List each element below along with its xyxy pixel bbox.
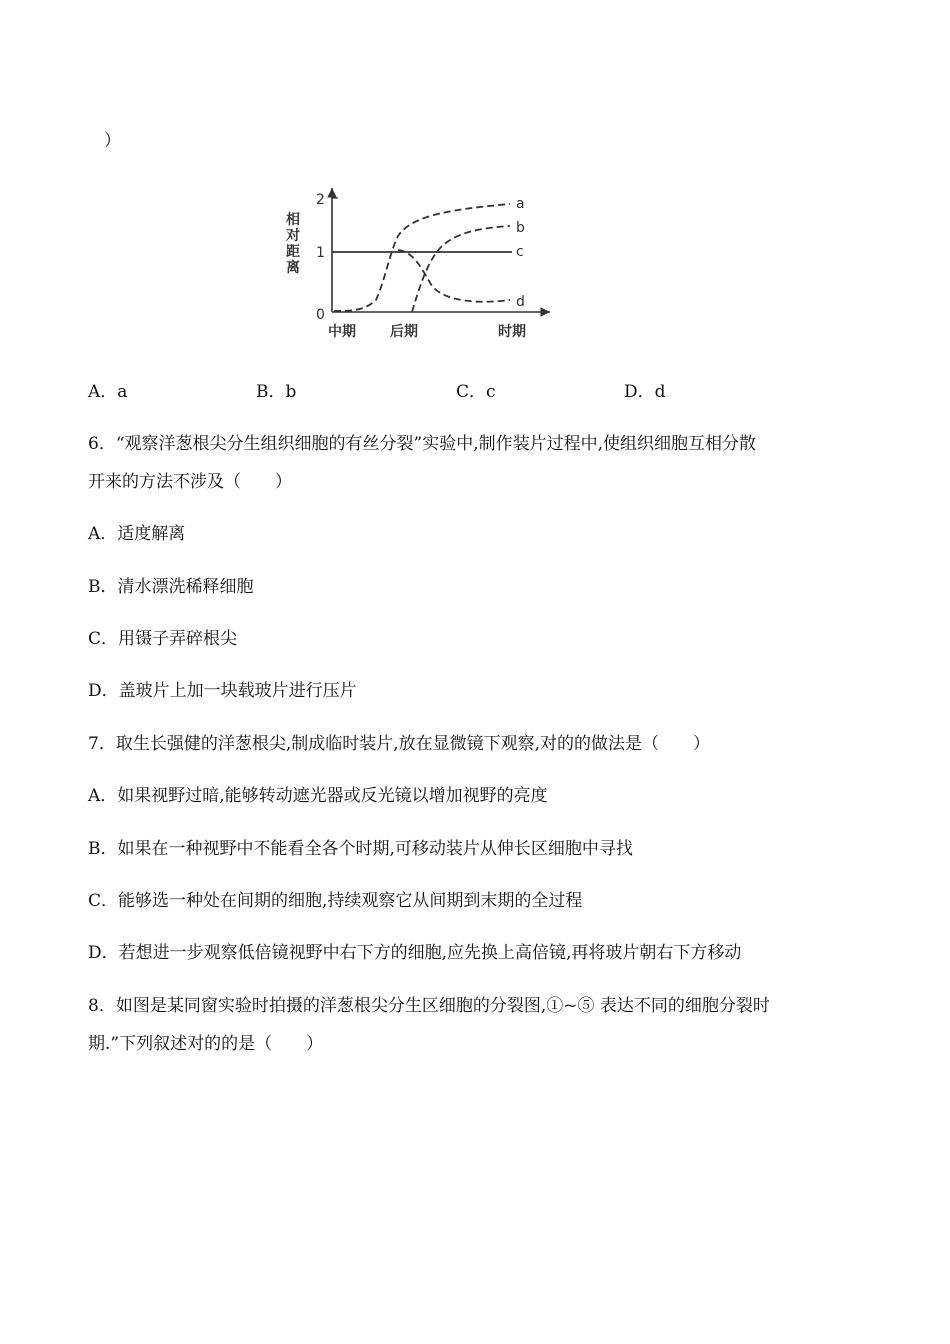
q8-stem-line1: 8．如图是某同窗实验时拍摄的洋葱根尖分生区细胞的分裂图,①~⑤ 表达不同的细胞分裂时 [88,996,770,1016]
x-label-metaphase: 中期 [328,324,356,340]
q6-option-c: C．用镊子弄碎根尖 [88,629,238,649]
q7-option-a: A．如果视野过暗,能够转动遮光器或反光镜以增加视野的亮度 [88,786,548,806]
q6-option-d: D．盖玻片上加一块载玻片进行压片 [88,681,357,701]
q6-option-b: B．清水漂洗稀释细胞 [88,577,254,597]
curve-label-b: b [516,220,525,236]
curve-label-a: a [516,196,525,212]
q7-stem: 7．取生长强健的洋葱根尖,制成临时装片,放在显微镜下观察,对的的做法是（ ） [88,734,711,754]
q6-stem-line1: 6．“观察洋葱根尖分生组织细胞的有丝分裂”实验中,制作装片过程中,使组织细胞互相分散 [88,434,757,454]
q5-option-b: B．b [256,382,297,402]
q7-option-c: C．能够选一种处在间期的细胞,持续观察它从间期到末期的全过程 [88,891,583,911]
q5-option-d: D．d [624,382,666,402]
y-tick-0: 0 [316,307,325,323]
y-tick-2: 2 [316,192,325,208]
q6-option-a: A．适度解离 [88,524,186,544]
curve-label-c: c [516,244,524,260]
y-axis-label-char: 相 [286,212,300,228]
curve-a [334,204,510,311]
q5-option-c: C．c [456,382,496,402]
q6-stem-line2: 开来的方法不涉及（ ） [88,472,292,492]
y-axis-label-char: 离 [286,260,300,276]
x-label-period: 时期 [498,324,526,340]
distance-period-figure [270,180,570,350]
q5-option-a: A．a [88,382,128,402]
y-tick-1: 1 [316,245,325,261]
curve-d [398,250,510,302]
q7-option-b: B．如果在一种视野中不能看全各个时期,可移动装片从伸长区细胞中寻找 [88,839,633,859]
y-axis-label-char: 对 [286,228,300,244]
question-fragment: ） [104,131,121,151]
q8-stem-line2: 期.”下列叙述对的的是（ ） [88,1034,324,1054]
y-axis-label-char: 距 [286,244,300,260]
x-label-anaphase: 后期 [390,324,418,340]
q7-option-d: D．若想进一步观察低倍镜视野中右下方的细胞,应先换上高倍镜,再将玻片朝右下方移动 [88,943,742,963]
curve-label-d: d [516,294,525,310]
curve-b [412,226,510,312]
